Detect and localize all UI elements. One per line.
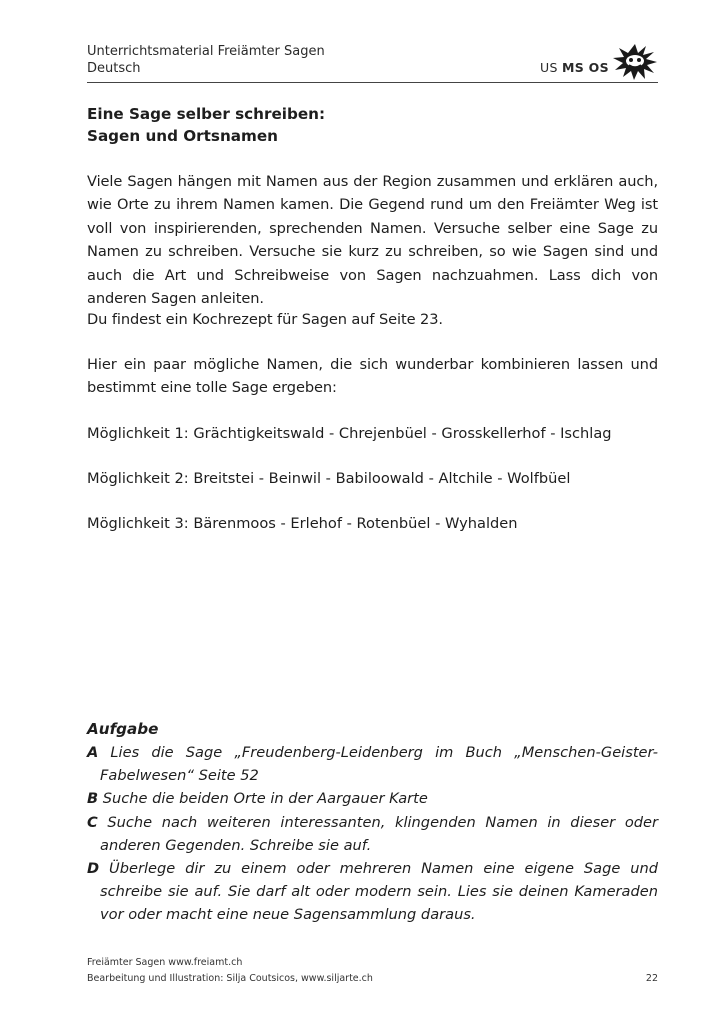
page-title-line2: Sagen und Ortsnamen (87, 127, 278, 145)
page-title-line1: Eine Sage selber schreiben: (87, 105, 326, 123)
page-footer (87, 955, 658, 987)
name-option-2: Möglichkeit 2: Breitstei - Beinwil - Babiloowald - Altchile - Wolfbüel (87, 470, 571, 487)
task-text: Lies die Sage „Freudenberg-Leidenberg im Buch „Menschen-Geister-Fabelwesen“ Seite 52 (98, 744, 658, 785)
names-intro-paragraph: Hier ein paar mögliche Namen, die sich wunderbar kombinieren lassen und bestimmt eine tolle Sage ergeben: (87, 356, 658, 397)
task-title: Aufgabe (87, 720, 159, 738)
header-series-title: Unterrichtsmaterial Freiämter Sagen (87, 44, 325, 59)
name-option-3: Möglichkeit 3: Bärenmoos - Erlehof - Rotenbüel - Wyhalden (87, 515, 518, 532)
task-item-d (87, 857, 658, 927)
task-item-a (87, 741, 658, 787)
page-title (87, 103, 658, 147)
school-level-label (540, 60, 609, 75)
task-text: Suche die beiden Orte in der Aargauer Karte (98, 790, 428, 808)
creature-logo-icon (610, 40, 660, 82)
level-active: MS OS (561, 60, 609, 75)
task-item-b (87, 787, 658, 810)
task-section (87, 718, 658, 927)
task-letter: B (87, 790, 99, 808)
task-letter: D (87, 860, 100, 878)
name-option-1: Möglichkeit 1: Grächtigkeitswald - Chrejenbüel - Grosskellerhof - Ischlag (87, 425, 612, 442)
footer-source: Freiämter Sagen www.freiamt.ch (87, 957, 243, 968)
task-text: Überlege dir zu einem oder mehreren Namen eine eigene Sage und schreibe sie auf. Sie darf alt oder modern sein. Lies sie deinen Kameraden vor oder macht eine neue Sagensammlung daraus. (99, 860, 658, 924)
recipe-hint: Du findest ein Kochrezept für Sagen auf Seite 23. (87, 311, 443, 328)
level-prefix: US (540, 60, 562, 75)
page-number: 22 (645, 973, 658, 984)
footer-credits: Bearbeitung und Illustration: Silja Coutsicos, www.siljarte.ch (87, 973, 373, 984)
task-letter: A (87, 744, 99, 761)
task-item-c (87, 811, 658, 857)
main-content (87, 103, 658, 532)
header-divider (87, 82, 658, 83)
header-subject: Deutsch (87, 61, 141, 76)
task-letter: C (87, 813, 98, 831)
intro-paragraph: Viele Sagen hängen mit Namen aus der Region zusammen und erklären auch, wie Orte zu ihrem Namen kamen. Die Gegend rund um den Freiämter Weg ist voll von inspirierenden, sprechenden Namen. Versuche selber eine Sage zu Namen zu schreiben. Versuche sie kurz zu schreiben, so wie Sagen sind und auch die Art und Schreibweise von Sagen nachzuahmen. Lass dich von anderen Sagen anleiten. (87, 173, 658, 308)
task-text: Suche nach weiteren interessanten, klingenden Namen in dieser oder anderen Gegenden. Schreibe sie auf. (97, 813, 658, 854)
